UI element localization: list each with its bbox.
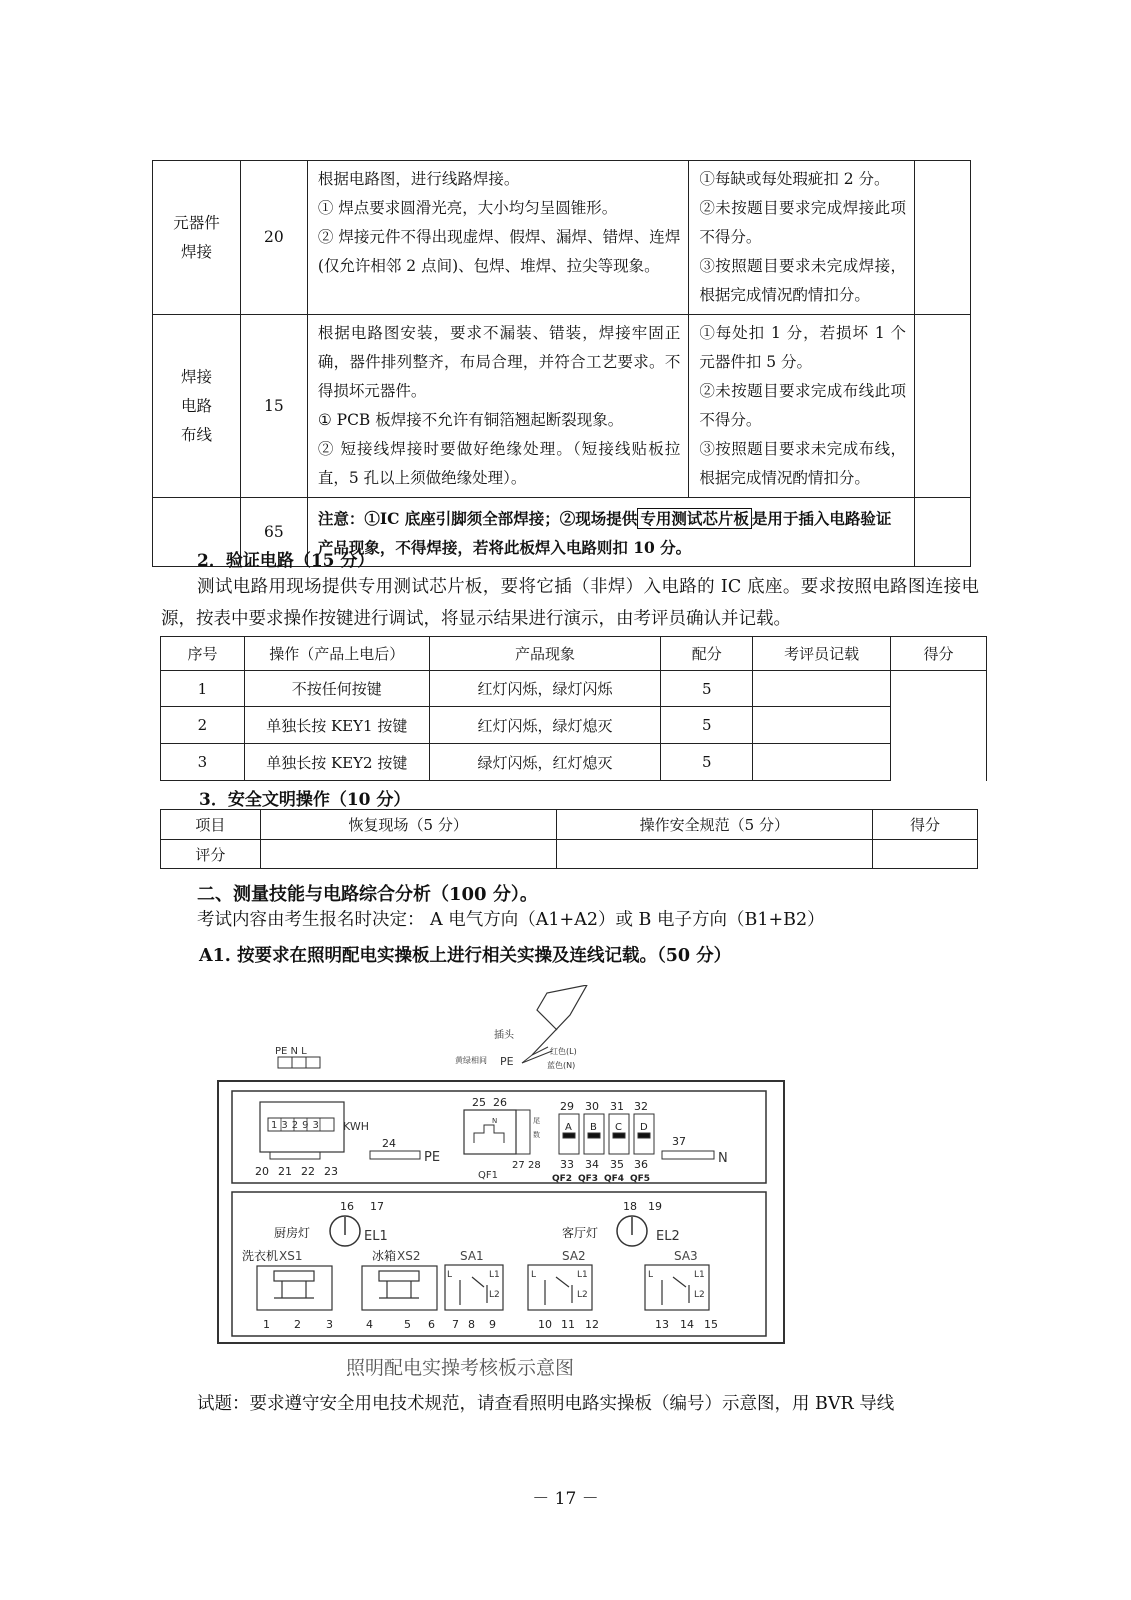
table-row [153, 315, 971, 498]
breaker-term-29: 29 [560, 1100, 574, 1113]
bottom-term: 1 [263, 1318, 270, 1331]
section3-title: 3．安全文明操作（10 分） [199, 790, 411, 810]
record-blank [753, 707, 891, 744]
qf4-label: QF4 [604, 1174, 625, 1184]
score-blank [891, 671, 987, 781]
terminal-37: 37 [672, 1135, 686, 1148]
el1-term-16: 16 [340, 1200, 354, 1213]
bottom-term: 13 [655, 1318, 669, 1331]
bottom-term: 3 [326, 1318, 333, 1331]
bottom-term: 6 [428, 1318, 435, 1331]
part2-title: 二、测量技能与电路综合分析（100 分）。 [197, 884, 538, 905]
bottom-term: 15 [704, 1318, 718, 1331]
qf1-side-2: 数 [533, 1131, 540, 1139]
safety-table [160, 809, 978, 869]
qf1-n: N [492, 1117, 498, 1125]
header-row: 序号 操作（产品上电后） 产品现象 配分 考评员记载 得分 [161, 637, 987, 671]
blank-cell [556, 840, 873, 869]
xs1-label: XS1 [279, 1249, 303, 1263]
el1-label: EL1 [364, 1229, 388, 1244]
qf1-side-1: 尾 [533, 1117, 540, 1125]
el2-term-18: 18 [623, 1200, 637, 1213]
sa2-l2: L2 [577, 1290, 588, 1300]
bottom-term: 4 [366, 1318, 373, 1331]
sa1-l1: L1 [489, 1270, 500, 1280]
qf1-term-27: 27 [512, 1160, 525, 1171]
pe-n-l-terminal [278, 1057, 320, 1068]
sa3-label: SA3 [674, 1249, 698, 1263]
blank-cell [873, 840, 978, 869]
breaker-group [559, 1114, 654, 1154]
score-blank [915, 498, 971, 567]
page-number: － 17 － [532, 1489, 599, 1509]
meter-term-21: 21 [278, 1165, 292, 1178]
total-score-cell: 65 [240, 498, 307, 567]
bottom-term: 14 [680, 1318, 694, 1331]
qf3-label: QF3 [578, 1174, 599, 1184]
score-cell: 15 [240, 315, 307, 498]
table-row: 3 单独长按 KEY2 按键 绿灯闪烁，红灯熄灭 5 [161, 744, 987, 781]
bottom-term: 8 [468, 1318, 475, 1331]
part2-intro: 考试内容由考生报名时决定： A 电气方向（A1+A2）或 B 电子方向（B1+B2） [197, 910, 825, 930]
blue-wire-label: 蓝色(N) [547, 1061, 576, 1070]
qf1-term-26: 26 [493, 1096, 507, 1109]
breaker-letter-c: C [615, 1122, 622, 1133]
bottom-term: 9 [489, 1318, 496, 1331]
score-blank [915, 315, 971, 498]
bottom-term: 7 [452, 1318, 459, 1331]
lighting-board-diagram [212, 985, 792, 1385]
breaker-term-35: 35 [610, 1158, 624, 1171]
n-bus-bar [662, 1151, 714, 1159]
section2-paragraph: 测试电路用现场提供专用测试芯片板，要将它插（非焊）入电路的 IC 底座。要求按照电路图连接电源，按表中要求操作按键进行调试，将显示结果进行演示，由考评员确认并记载。 [161, 577, 979, 629]
requirement-cell: 根据电路图，进行线路焊接。 ① 焊点要求圆滑光亮，大小均匀呈圆锥形。 ② 焊接元件不得出现虚焊、假焊、漏焊、错焊、连焊(仅允许相邻 2 点间)、包焊、堆焊、拉尖等现象。 [307, 161, 689, 315]
item-cell: 元器件 焊接 [153, 161, 241, 315]
sa2-l: L [531, 1270, 537, 1280]
table-row: 2 单独长按 KEY1 按键 红灯闪烁，绿灯熄灭 5 [161, 707, 987, 744]
meter-term-23: 23 [324, 1165, 338, 1178]
bottom-term: 5 [404, 1318, 411, 1331]
breaker-letter-b: B [590, 1122, 597, 1133]
meter-term-22: 22 [301, 1165, 315, 1178]
boxed-term: 专用测试芯片板 [637, 508, 752, 529]
record-blank [753, 671, 891, 707]
qf5-label: QF5 [630, 1174, 651, 1184]
fridge-label: 冰箱 [372, 1249, 397, 1263]
breaker-term-31: 31 [610, 1100, 624, 1113]
meter-reading: 13293 [271, 1120, 323, 1131]
breaker-term-30: 30 [585, 1100, 599, 1113]
requirement-cell: 根据电路图安装，要求不漏装、错装，焊接牢固正确，器件排列整齐，布局合理，并符合工艺要求。不得损坏元器件。 ① PCB 板焊接不允许有铜箔翘起断裂现象。 ② 短接线焊接时要做好绝缘处理。（短接线贴板拉直，5 孔以上须做绝缘处理）。 [307, 315, 689, 498]
bottom-term: 11 [561, 1318, 575, 1331]
note-cell: 注意：①IC 底座引脚须全部焊接；②现场提供 专用测试芯片板 是用于插入电路验证产品现象，不得焊接，若将此板焊入电路则扣 10 分。 [307, 498, 914, 567]
bottom-term: 12 [585, 1318, 599, 1331]
deduction-cell: ①每缺或每处瑕疵扣 2 分。 ②未按题目要求完成焊接此项不得分。 ③按照题目要求未完成焊接，根据完成情况酌情扣分。 [689, 161, 915, 315]
verification-table [160, 636, 987, 781]
meter-term-20: 20 [255, 1165, 269, 1178]
section2-title: 2．验证电路（15 分） [197, 551, 375, 571]
item-cell: 焊接 电路 布线 [153, 315, 241, 498]
record-blank [753, 744, 891, 781]
welding-score-table [152, 160, 971, 567]
sa2-l1: L1 [577, 1270, 588, 1280]
bottom-term: 10 [538, 1318, 552, 1331]
kitchen-light-label: 厨房灯 [274, 1226, 311, 1240]
red-wire-label: 红色(L) [550, 1047, 577, 1056]
breaker-term-36: 36 [634, 1158, 648, 1171]
qf1-term-25: 25 [472, 1096, 486, 1109]
score-cell: 20 [240, 161, 307, 315]
pe-wire-mark: PE [500, 1055, 514, 1068]
bottom-panel [232, 1192, 766, 1336]
xs2-label: XS2 [397, 1249, 421, 1263]
bottom-term: 2 [294, 1318, 301, 1331]
sa1-l2: L2 [489, 1290, 500, 1300]
pe-wire-label: 黄绿相间 [455, 1056, 487, 1065]
socket-xs2-icon [362, 1266, 437, 1310]
diagram-caption: 照明配电实操考核板示意图 [346, 1357, 575, 1379]
socket-xs1-icon [257, 1266, 332, 1310]
n-bus-label: N [718, 1151, 728, 1166]
sa1-label: SA1 [460, 1249, 484, 1263]
breaker-term-33: 33 [560, 1158, 574, 1171]
exam-question-paragraph: 试题：要求遵守安全用电技术规范，请查看照明电路实操板（编号）示意图，用 BVR 导线 [197, 1394, 895, 1414]
sa3-l: L [648, 1270, 654, 1280]
qf2-label: QF2 [552, 1174, 573, 1184]
score-blank [915, 161, 971, 315]
plug-label: 插头 [494, 1030, 514, 1041]
sa1-l: L [447, 1270, 453, 1280]
blank-cell [260, 840, 556, 869]
pe-bus-label: PE [424, 1150, 441, 1165]
table-row [153, 161, 971, 315]
deduction-cell: ①每处扣 1 分，若损坏 1 个元器件扣 5 分。 ②未按题目要求完成布线此项不得分。 ③按照题目要求未完成布线，根据完成情况酌情扣分。 [689, 315, 915, 498]
breaker-letter-a: A [565, 1122, 572, 1133]
sa3-l1: L1 [694, 1270, 705, 1280]
kwh-label: KWH [343, 1120, 369, 1133]
qf1-label: QF1 [478, 1170, 498, 1181]
header-row: 项目 恢复现场（5 分） 操作安全规范（5 分） 得分 [161, 810, 978, 840]
breaker-term-32: 32 [634, 1100, 648, 1113]
sa2-label: SA2 [562, 1249, 586, 1263]
table-row: 评分 [161, 840, 978, 869]
breaker-letter-d: D [640, 1122, 648, 1133]
el2-label: EL2 [656, 1229, 680, 1244]
terminal-24: 24 [382, 1137, 396, 1150]
table-row: 1 不按任何按键 红灯闪烁，绿灯闪烁 5 [161, 671, 987, 707]
washer-label: 洗衣机 [242, 1249, 279, 1263]
el2-term-19: 19 [648, 1200, 662, 1213]
pe-n-l-label: PE N L [275, 1046, 307, 1057]
living-light-label: 客厅灯 [562, 1226, 599, 1240]
a1-title: A1. 按要求在照明配电实操板上进行相关实操及连线记载。（50 分） [199, 946, 732, 966]
pe-bus-bar [370, 1151, 420, 1159]
qf1-term-28: 28 [528, 1160, 541, 1171]
el1-term-17: 17 [370, 1200, 384, 1213]
sa3-l2: L2 [694, 1290, 705, 1300]
breaker-term-34: 34 [585, 1158, 599, 1171]
